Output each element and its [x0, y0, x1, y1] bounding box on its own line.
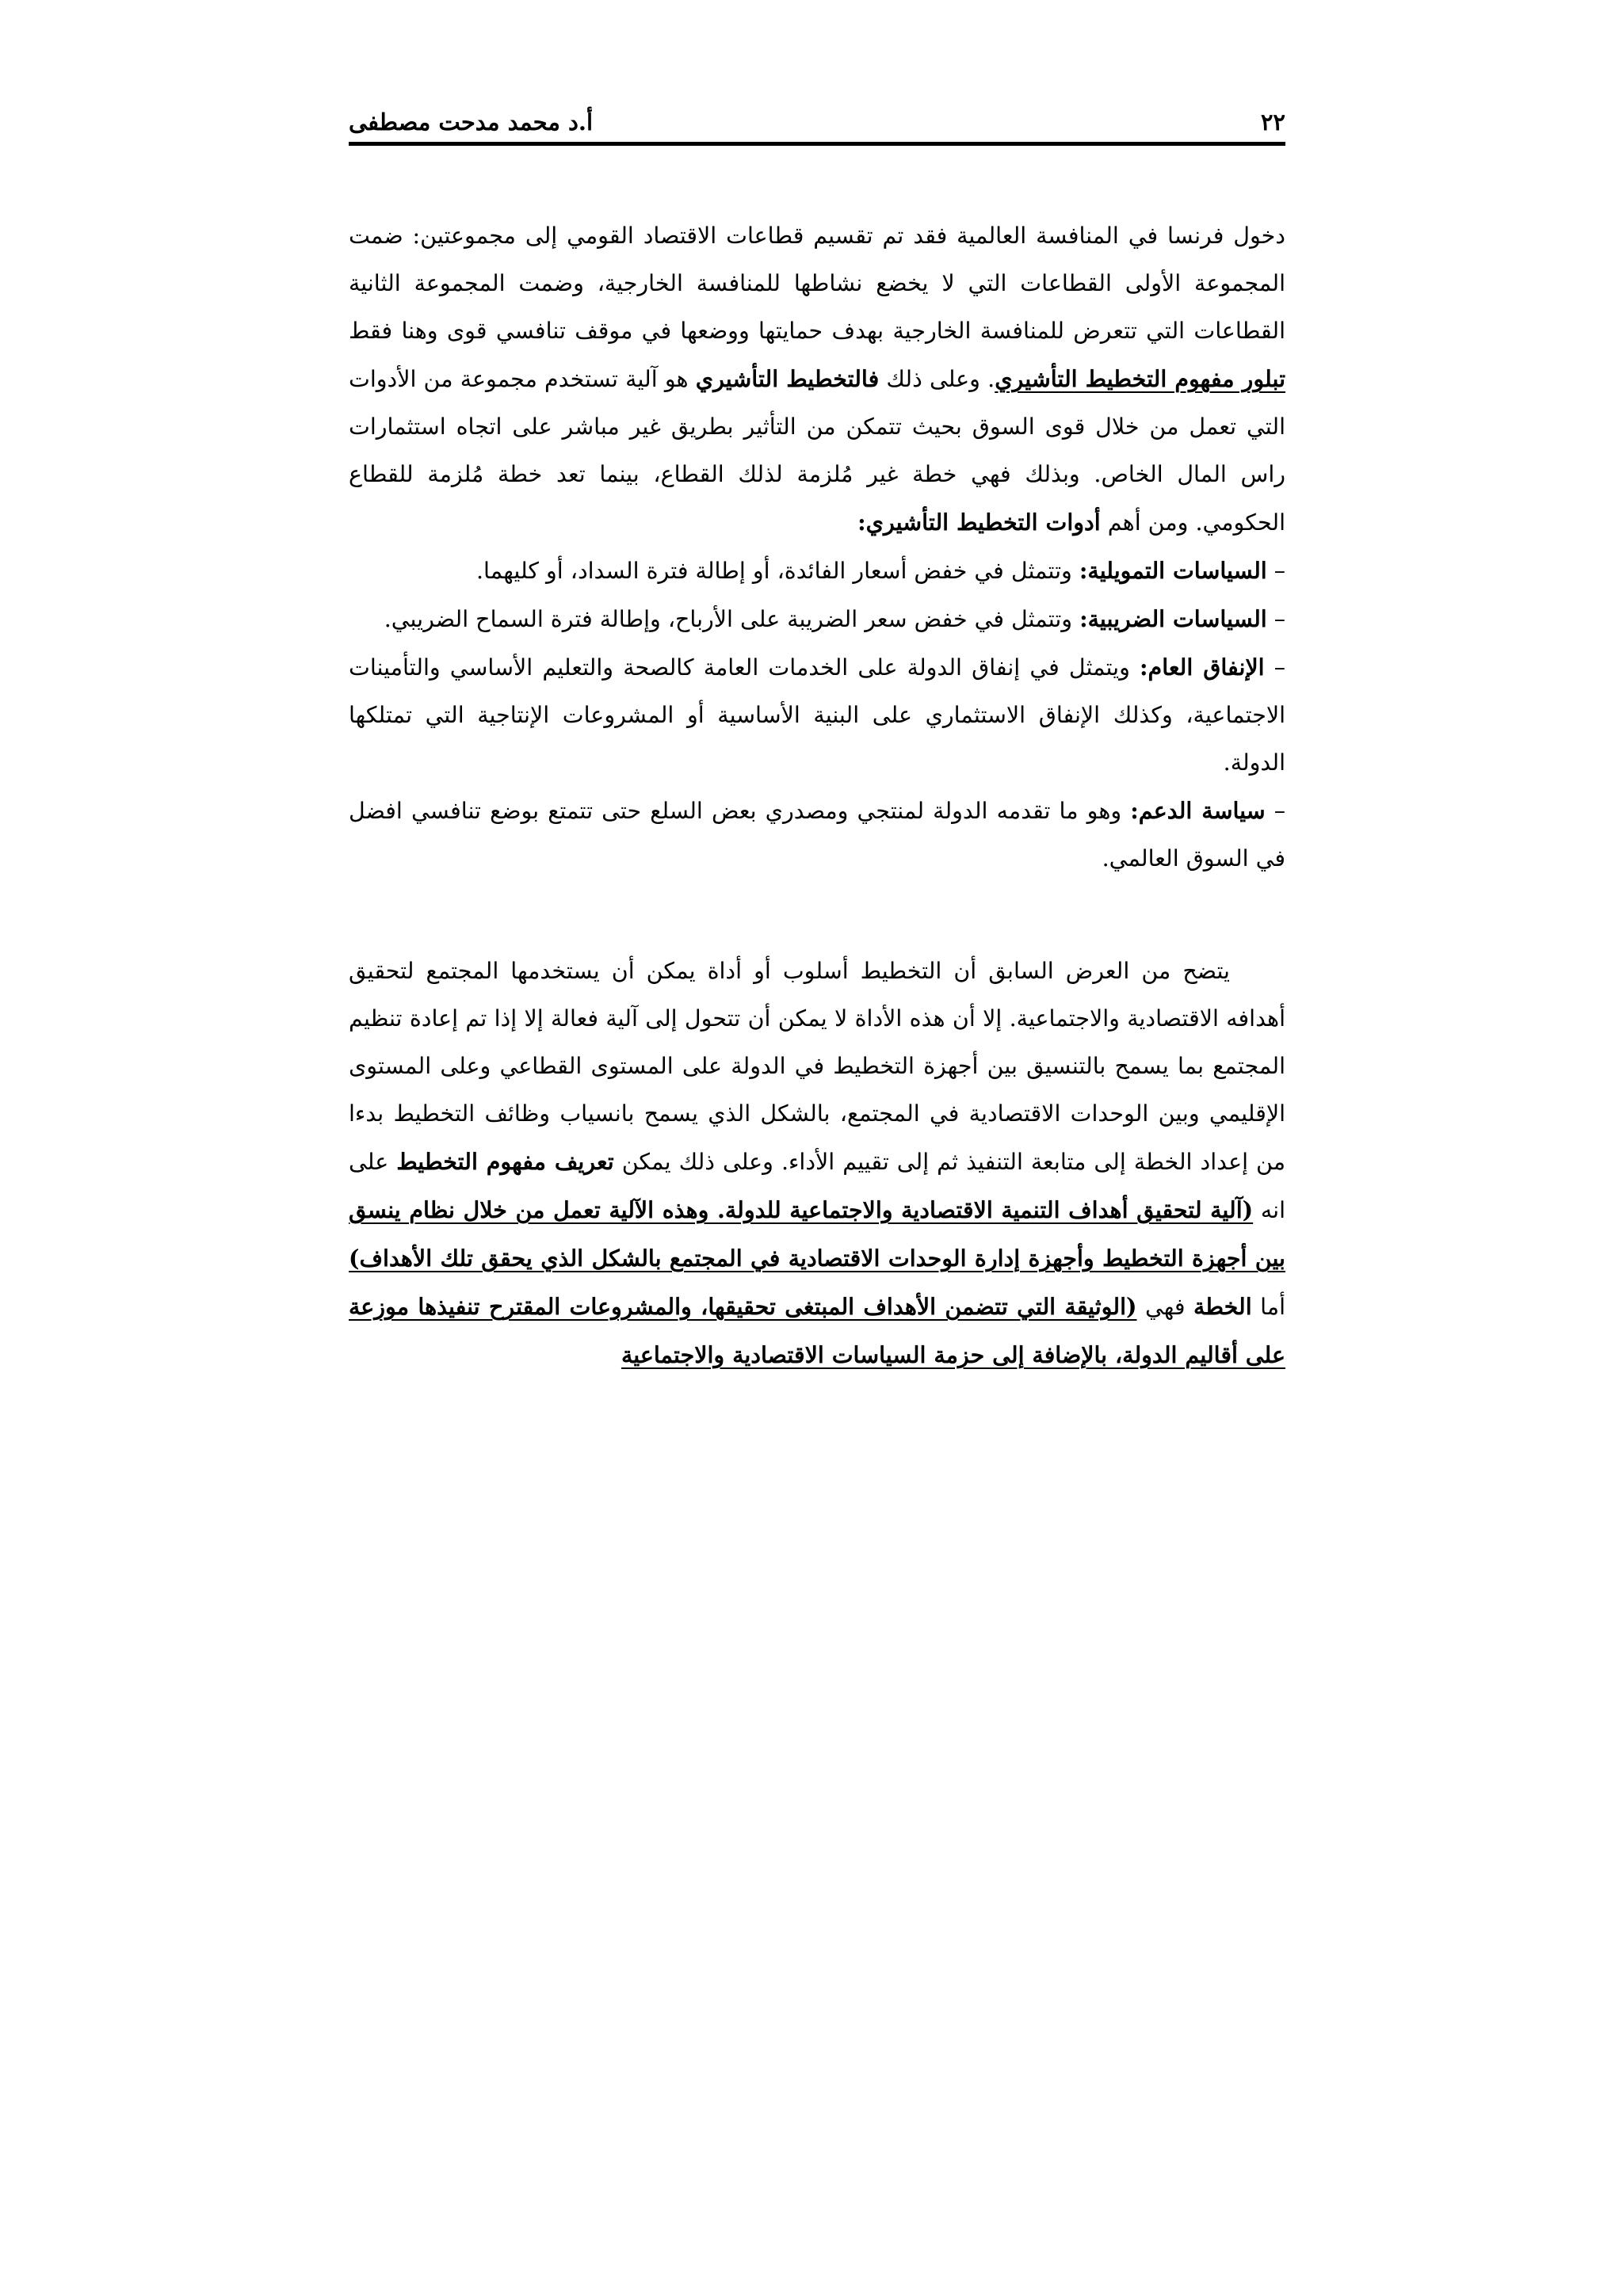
page-header — [349, 101, 1285, 146]
list-dash: – — [1266, 558, 1285, 584]
list-item-text: ويتمثل في إنفاق الدولة على الخدمات العامة كالصحة والتعليم الأساسي والتأمينات الاجتماعية، وكذلك الإنفاق الاستثماري على البنية الأساسية أو المشروعات الإنتاجية التي تمتلكها الدولة. — [349, 654, 1285, 776]
bold-term: الخطة — [1193, 1293, 1252, 1320]
list-item-title: السياسات التمويلية: — [1079, 557, 1267, 584]
list-item — [349, 547, 1285, 595]
paragraph-indicative-planning — [349, 212, 1285, 547]
bold-term: تعريف مفهوم التخطيط — [396, 1148, 614, 1175]
list-dash: – — [1265, 798, 1285, 824]
paragraph-text: هو آلية تستخدم مجموعة من الأدوات التي تعمل من خلال قوى السوق بحيث تتمكن من التأثير بطريق غير مباشر على اتجاه استثمارات راس المال الخاص. وبذلك فهي خطة غير مُلزمة لذلك القطاع، بينما تعد خطة مُلزمة للقطاع الحكومي. ومن أهم — [349, 366, 1285, 536]
underlined-term: تبلور مفهوم التخطيط التأشيري — [995, 365, 1286, 392]
bold-term: فالتخطيط التأشيري — [695, 365, 880, 392]
list-item — [349, 643, 1285, 787]
underlined-definition: (آلية لتحقيق أهداف التنمية الاقتصادية والاجتماعية للدولة. وهذه الآلية تعمل من خلال نظام ينسق بين أجهزة التخطيط وأجهزة إدارة الوحدات الاقتصادية في المجتمع بالشكل الذي يحقق تلك الأهداف) — [349, 1196, 1285, 1272]
list-item-title: السياسات الضريبية: — [1079, 605, 1267, 632]
list-item-text: وهو ما تقدمه الدولة لمنتجي ومصدري بعض السلع حتى تتمتع بوضع تنافسي افضل في السوق العالمي. — [349, 798, 1285, 871]
list-item — [349, 787, 1285, 883]
list-item-title: الإنفاق العام: — [1140, 654, 1265, 681]
list-item-text: وتتمثل في خفض أسعار الفائدة، أو إطالة فترة السداد، أو كليهما. — [475, 558, 1079, 584]
paragraph-text: فهي — [1136, 1294, 1193, 1320]
paragraph-text: دخول فرنسا في المنافسة العالمية فقد تم تقسيم قطاعات الاقتصاد القومي إلى مجموعتين: ضمت المجموعة الأولى القطاعات التي لا يخضع نشاطها للمنافسة الخارجية، وضمت المجموعة الثانية القطاعات التي تتعرض للمنافسة الخارجية بهدف حمايتها ووضعها في موقف تنافسي قوى وهنا فقط — [349, 223, 1285, 344]
paragraph-text: أما — [1251, 1294, 1285, 1320]
underlined-definition: (الوثيقة التي تتضمن الأهداف المبتغى تحقيقها، والمشروعات المقترح تنفيذها موزعة على أقاليم الدولة، بالإضافة إلى حزمة السياسات الاقتصادية والاجتماعية — [349, 1293, 1285, 1368]
bold-heading: أدوات التخطيط التأشيري: — [857, 509, 1101, 536]
paragraph-text: . وعلى ذلك — [879, 366, 995, 392]
list-dash: – — [1264, 654, 1285, 681]
paragraph-planning-definition — [349, 948, 1285, 1379]
paragraph-spacer — [349, 883, 1285, 948]
list-item-text: وتتمثل في خفض سعر الضريبة على الأرباح، وإطالة فترة السماح الضريبي. — [384, 606, 1080, 632]
author-name: أ.د محمد مدحت مصطفى — [349, 108, 594, 135]
page-body — [349, 212, 1285, 1379]
list-dash: – — [1266, 606, 1285, 632]
paragraph-text: يتضح من العرض السابق أن التخطيط أسلوب أو أداة يمكن أن يستخدمها المجتمع لتحقيق أهدافه الاقتصادية والاجتماعية. إلا أن هذه الأداة لا يمكن أن تتحول إلى آلية فعالة إلا إذا تم إعادة تنظيم المجتمع بما يسمح بالتنسيق بين أجهزة التخطيط في الدولة على المستوى القطاعي وعلى المستوى الإقليمي وبين الوحدات الاقتصادية في المجتمع، بالشكل الذي يسمح بانسياب وظائف التخطيط بدءا من إعداد الخطة إلى متابعة التنفيذ ثم إلى تقييم الأداء. وعلى ذلك يمكن — [349, 958, 1285, 1175]
list-item-title: سياسة الدعم: — [1130, 797, 1266, 824]
page-number: ٢٢ — [1260, 108, 1285, 135]
list-item — [349, 595, 1285, 643]
paragraph-text: على انه — [349, 1149, 1285, 1223]
